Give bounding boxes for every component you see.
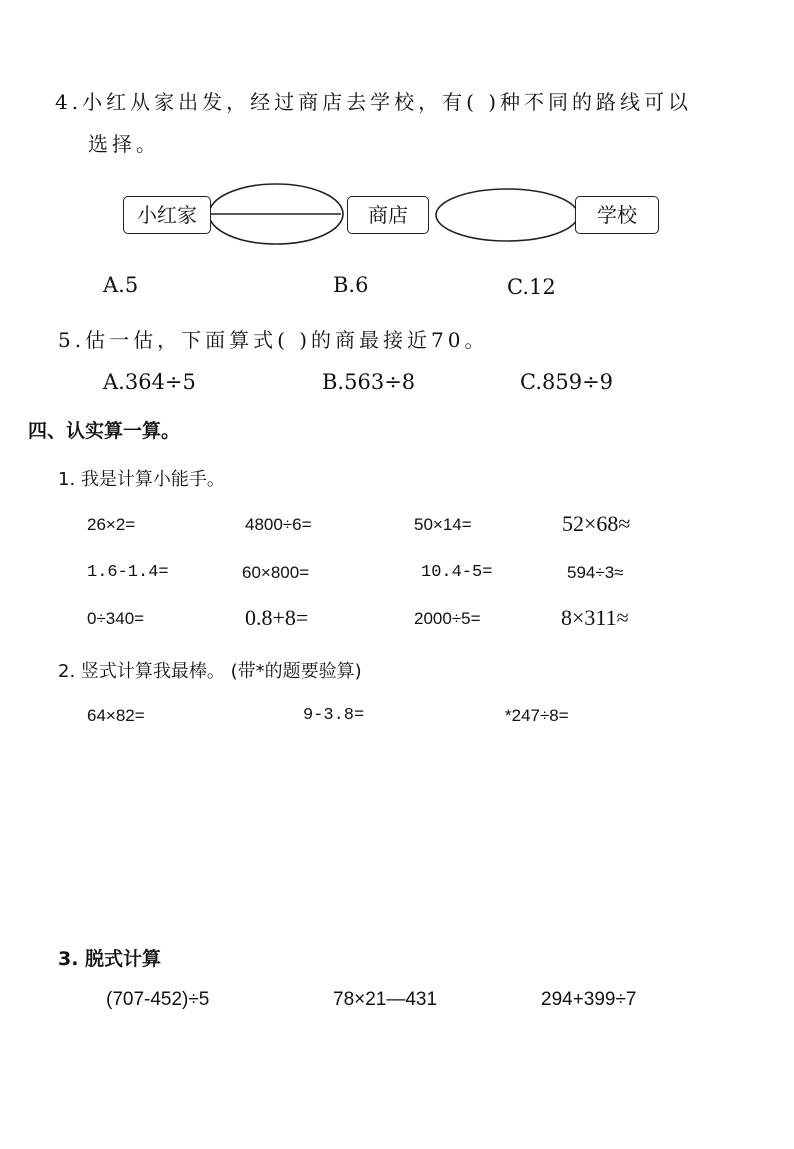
q4-option-c: C.12 [507,275,556,299]
school-box: 学校 [575,196,659,234]
q5-option-a: A.364÷5 [103,370,196,394]
q4-option-b: B.6 [333,273,369,297]
route-ellipse-right [436,189,578,241]
calc-item: 0÷340= [87,609,145,628]
shop-box: 商店 [347,196,429,234]
calc-item: 50×14= [414,515,472,534]
calc-item: 2000÷5= [414,609,481,628]
calc-item: 10.4-5= [421,563,493,582]
part-3-title: 3. 脱式计算 [58,948,162,970]
vertical-calc-item: *247÷8= [505,706,569,725]
vertical-calc-item: 64×82= [87,706,145,725]
calc-item: 4800÷6= [245,515,312,534]
step-calc-item: (707-452)÷5 [106,989,210,1010]
question-4-line1: 4.小红从家出发，经过商店去学校，有( )种不同的路线可以 [55,90,693,114]
section-4-title: 四、认实算一算。 [28,420,181,442]
calc-item: 0.8+8= [245,605,309,630]
calc-item: 60×800= [242,563,310,582]
step-calc-item: 78×21—431 [333,989,438,1010]
question-5-text: 5.估一估，下面算式( )的商最接近70。 [58,328,489,352]
calc-item: 26×2= [87,515,136,534]
q5-option-b: B.563÷8 [322,370,416,394]
home-box: 小红家 [123,196,211,234]
calc-item: 594÷3≈ [567,563,624,582]
vertical-calc-item: 9-3.8= [303,706,365,725]
part-2-title: 2. 竖式计算我最棒。 (带*的题要验算) [58,661,362,682]
step-calc-item: 294+399÷7 [541,989,637,1010]
q5-option-c: C.859÷9 [520,370,614,394]
calc-item: 52×68≈ [562,511,631,536]
calc-item: 1.6-1.4= [87,563,169,582]
calc-item: 8×311≈ [561,605,629,630]
q4-option-a: A.5 [103,273,139,297]
part-1-title: 1. 我是计算小能手。 [58,469,225,490]
question-4-line2: 选择。 [88,132,160,156]
